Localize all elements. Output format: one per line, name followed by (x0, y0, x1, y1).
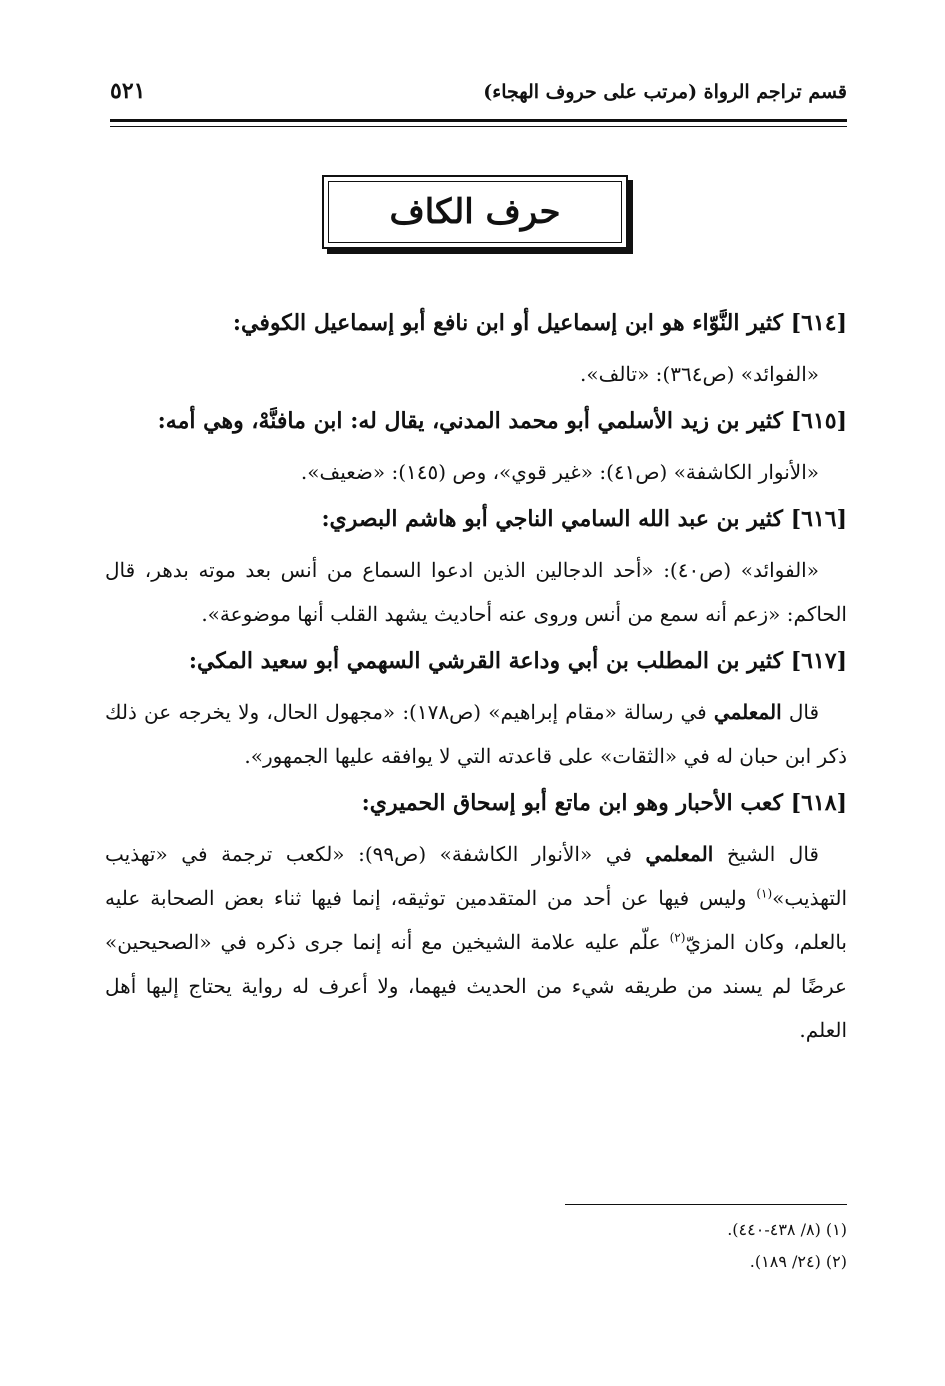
entry-heading-618 (105, 784, 847, 822)
page-number: ٥٢١ (110, 78, 146, 104)
entry-number: [٦١٥] (790, 408, 847, 434)
author-name: المعلمي (645, 842, 714, 866)
body-text: في رسالة «مقام إبراهيم» (ص١٧٨): «مجهول الحال، ولا يخرجه عن ذلك ذكر ابن حبان له في «الثقات» على قاعدته التي لا يوافقه عليها الجمهور». (105, 700, 847, 768)
header-rule-thin (110, 126, 847, 127)
entry-heading-616 (105, 500, 847, 538)
body-text: وليس فيها عن أحد من المتقدمين توثيقه، إنما فيها ثناء بعض الصحابة عليه بالعلم، وكان المزيّ (105, 886, 848, 954)
entries-content (105, 304, 847, 1058)
running-header (110, 78, 847, 114)
entry-heading-text: كعب الأحبار وهو ابن ماتع أبو إسحاق الحميري: (361, 790, 784, 816)
entry-heading-617 (105, 642, 847, 680)
entry-heading-615 (105, 402, 847, 440)
entry-heading-text: كثير بن عبد الله السامي الناجي أبو هاشم البصري: (321, 506, 784, 532)
footnote-2: (٢) (٢٤/ ١٨٩). (749, 1252, 847, 1271)
entry-heading-text: كثير النَّوّاء هو ابن إسماعيل أو ابن نافع أبو إسماعيل الكوفي: (232, 310, 784, 336)
body-text: علّم عليه علامة الشيخين مع أنه إنما جرى ذكره في «الصحيحين» عرضًا لم يسند من طريقه شيء من الحديث فيهما، ولا أعرف له رواية يحتاج إليها أهل العلم. (105, 930, 847, 1042)
entry-number: [٦١٧] (790, 648, 847, 674)
entry-heading-text: كثير بن المطلب بن أبي وداعة القرشي السهمي أبو سعيد المكي: (188, 648, 784, 674)
entry-number: [٦١٨] (790, 790, 847, 816)
entry-number: [٦١٦] (790, 506, 847, 532)
footnote-rule (565, 1204, 847, 1205)
body-prefix: قال الشيخ (726, 842, 819, 866)
entry-heading-614 (105, 304, 847, 342)
entry-body-616: «الفوائد» (ص٤٠): «أحد الدجالين الذين ادعوا السماع من أنس بعد موته بدهر، قال الحاكم: «زعم أنه سمع من أنس وروى عنه أحاديث يشهد القلب أنها موضوعة». (105, 558, 847, 626)
entry-body-617 (105, 690, 847, 778)
section-title-box (322, 175, 628, 249)
footnote-1: (١) (٨/ ٤٣٨-٤٤٠). (727, 1220, 847, 1239)
footnotes (447, 1214, 847, 1278)
section-title: حرف الكاف (389, 192, 561, 232)
body-text: في «الأنوار الكاشفة» (ص٩٩): «لكعب ترجمة في «تهذيب التهذيب» (105, 842, 848, 910)
footnote-ref-2[interactable]: (٢) (669, 930, 686, 945)
footnote-ref-1[interactable]: (١) (756, 886, 773, 901)
entry-heading-text: كثير بن زيد الأسلمي أبو محمد المدني، يقال له: ابن مافنَّهْ، وهي أمه: (157, 408, 784, 434)
entry-body-618 (105, 832, 847, 1052)
entry-body-615: «الأنوار الكاشفة» (ص٤١): «غير قوي»، وص (١٤٥): «ضعيف». (300, 460, 819, 484)
entry-body-614: «الفوائد» (ص٣٦٤): «تالف». (580, 362, 819, 386)
running-header-title: قسم تراجم الرواة (مرتب على حروف الهجاء) (483, 81, 847, 103)
entry-number: [٦١٤] (790, 310, 847, 336)
header-rule-thick (110, 119, 847, 122)
author-name: المعلمي (713, 700, 782, 724)
body-prefix: قال (788, 700, 820, 724)
